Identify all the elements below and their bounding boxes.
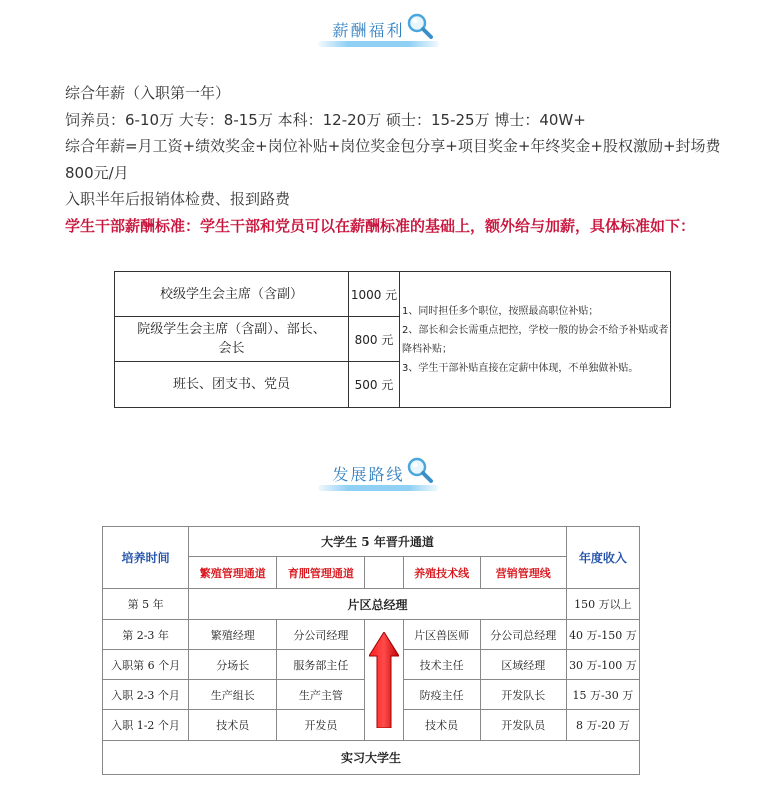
position-cell: 开发队长 [480, 680, 566, 710]
intern-cell: 实习大学生 [103, 741, 640, 775]
position-cell: 开发员 [277, 710, 365, 741]
position-cell: 分公司总经理 [480, 620, 566, 650]
title-underline [318, 41, 438, 47]
income-header: 年度收入 [566, 527, 639, 589]
notes-cell [400, 272, 671, 408]
table-header-row [103, 527, 640, 557]
position-cell: 生产组长 [189, 680, 277, 710]
salary-line: 饲养员：6-10万 大专：8-15万 本科：12-20万 硕士：15-25万 博士：40W+ [65, 110, 586, 129]
period-cell: 第 5 年 [103, 589, 189, 620]
position-cell: 生产主管 [277, 680, 365, 710]
period-header: 培养时间 [103, 527, 189, 589]
role-cell: 院级学生会主席（含副）、部长、会长 [115, 317, 349, 362]
channel-header: 大学生 5 年晋升通道 [189, 527, 567, 557]
allowance-table [114, 271, 671, 408]
amount-cell: 500 元 [349, 362, 400, 408]
arrow-cell [365, 620, 403, 741]
track-header: 繁殖管理通道 [189, 557, 277, 589]
role-cell: 校级学生会主席（含副） [115, 272, 349, 317]
position-cell: 服务部主任 [277, 650, 365, 680]
empty-cell [365, 557, 403, 589]
track-header: 营销管理线 [480, 557, 566, 589]
career-path-table [102, 526, 640, 775]
position-cell: 开发队员 [480, 710, 566, 741]
position-cell: 防疫主任 [403, 680, 480, 710]
position-cell: 繁殖经理 [189, 620, 277, 650]
income-cell: 30 万-100 万 [566, 650, 639, 680]
position-cell: 片区总经理 [189, 589, 567, 620]
income-cell: 15 万-30 万 [566, 680, 639, 710]
position-cell: 技术员 [189, 710, 277, 741]
table-row [115, 272, 671, 317]
period-cell: 入职 2-3 个月 [103, 680, 189, 710]
salary-description [32, 80, 722, 239]
note-item: 2、部长和会长需重点把控，学校一般的协会不给予补贴或者降档补贴； [402, 324, 669, 355]
position-cell: 技术员 [403, 710, 480, 741]
table-row [103, 589, 640, 620]
salary-line: 综合年薪（入职第一年） [65, 84, 231, 102]
position-cell: 技术主任 [403, 650, 480, 680]
note-item: 1、同时担任多个职位，按照最高职位补贴； [402, 305, 599, 317]
career-section-header [0, 462, 757, 491]
magnifier-icon [405, 12, 435, 40]
salary-section-title: 薪酬福利 [332, 21, 405, 40]
position-cell: 分公司经理 [277, 620, 365, 650]
period-cell: 入职 1-2 个月 [103, 710, 189, 741]
position-cell: 片区兽医师 [403, 620, 480, 650]
period-cell: 第 2-3 年 [103, 620, 189, 650]
note-item: 3、学生干部补贴直接在定薪中体现，不单独做补贴。 [402, 362, 639, 374]
title-underline [318, 485, 438, 491]
role-cell: 班长、团支书、党员 [115, 362, 349, 408]
income-cell: 150 万以上 [566, 589, 639, 620]
income-cell: 40 万-150 万 [566, 620, 639, 650]
career-section-title: 发展路线 [332, 465, 405, 484]
amount-cell: 800 元 [349, 317, 400, 362]
salary-section-header [0, 18, 757, 47]
position-cell: 区域经理 [480, 650, 566, 680]
salary-line: 综合年薪=月工资+绩效奖金+岗位补贴+岗位奖金包分享+项目奖金+年终奖金+股权激励+封场费800元/月 [65, 137, 721, 182]
track-header: 育肥管理通道 [277, 557, 365, 589]
amount-cell: 1000 元 [349, 272, 400, 317]
table-row [103, 741, 640, 775]
position-cell: 分场长 [189, 650, 277, 680]
magnifier-icon [405, 456, 435, 484]
student-cadre-note: 学生干部薪酬标准：学生干部和党员可以在薪酬标准的基础上，额外给与加薪，具体标准如下： [65, 216, 696, 235]
track-header: 养殖技术线 [403, 557, 480, 589]
table-row [103, 620, 640, 650]
period-cell: 入职第 6 个月 [103, 650, 189, 680]
income-cell: 8 万-20 万 [566, 710, 639, 741]
up-arrow-icon [369, 632, 399, 728]
salary-line: 入职半年后报销体检费、报到路费 [65, 190, 291, 208]
